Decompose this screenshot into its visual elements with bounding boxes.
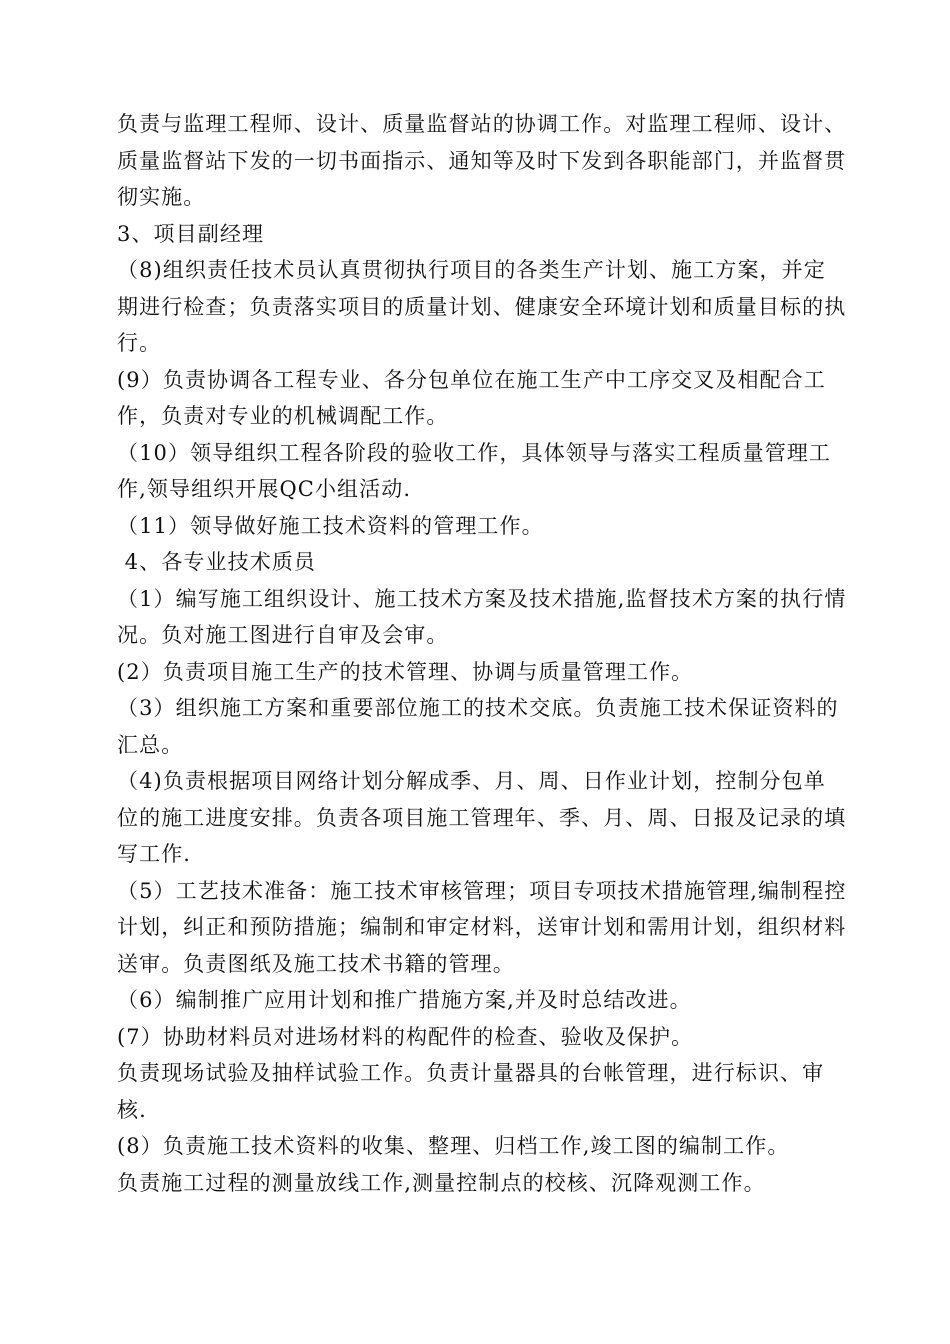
paragraph-tech-item-4: （4)负责根据项目网络计划分解成季、月、周、日作业计划，控制分包单位的施工进度安排。负责各项目施工管理年、季、月、周、日报及记录的填写工作. [117, 769, 847, 866]
heading-technical-staff: 4、各专业技术质员 [117, 550, 317, 574]
paragraph-tech-item-6: （6）编制推广应用计划和推广措施方案,并及时总结改进。 [117, 988, 692, 1012]
document-body [117, 106, 847, 1201]
paragraph-surveying: 负责施工过程的测量放线工作,测量控制点的校核、沉降观测工作。 [117, 1170, 766, 1195]
paragraph-tech-item-3: （3）组织施工方案和重要部位施工的技术交底。负责施工技术保证资料的汇总。 [117, 696, 839, 757]
paragraph-item-10: （10）领导组织工程各阶段的验收工作，具体领导与落实工程质量管理工作,领导组织开展QC小组活动. [117, 440, 832, 501]
paragraph-tech-item-2: (2）负责项目施工生产的技术管理、协调与质量管理工作。 [117, 659, 694, 684]
paragraph-item-11: （11）领导做好施工技术资料的管理工作。 [117, 513, 544, 538]
paragraph-tech-item-1: （1）编写施工组织设计、施工技术方案及技术措施,监督技术方案的执行情况。负对施工图进行自审及会审。 [117, 586, 847, 647]
paragraph-coordination: 负责与监理工程师、设计、质量监督站的协调工作。对监理工程师、设计、质量监督站下发的一切书面指示、通知等及时下发到各职能部门，并监督贯彻实施。 [117, 112, 847, 209]
paragraph-item-9: (9）负责协调各工程专业、各分包单位在施工生产中工序交叉及相配合工作，负责对专业的机械调配工作。 [117, 367, 826, 428]
heading-deputy-manager: 3、项目副经理 [117, 221, 265, 246]
paragraph-testing: 负责现场试验及抽样试验工作。负责计量器具的台帐管理，进行标识、审核. [117, 1061, 825, 1122]
paragraph-tech-item-8: (8）负责施工技术资料的收集、整理、归档工作,竣工图的编制工作。 [117, 1134, 790, 1158]
paragraph-tech-item-5: （5）工艺技术准备：施工技术审核管理；项目专项技术措施管理,编制程控计划，纠正和预防措施；编制和审定材料，送审计划和需用计划，组织材料送审。负责图纸及施工技术书籍的管理。 [117, 878, 847, 976]
paragraph-tech-item-7: (7）协助材料员对进场材料的构配件的检查、验收及保护。 [117, 1024, 694, 1049]
paragraph-item-8: （8)组织责任技术员认真贯彻执行项目的各类生产计划、施工方案，并定期进行检查；负责落实项目的质量计划、健康安全环境计划和质量目标的执行。 [117, 258, 847, 355]
